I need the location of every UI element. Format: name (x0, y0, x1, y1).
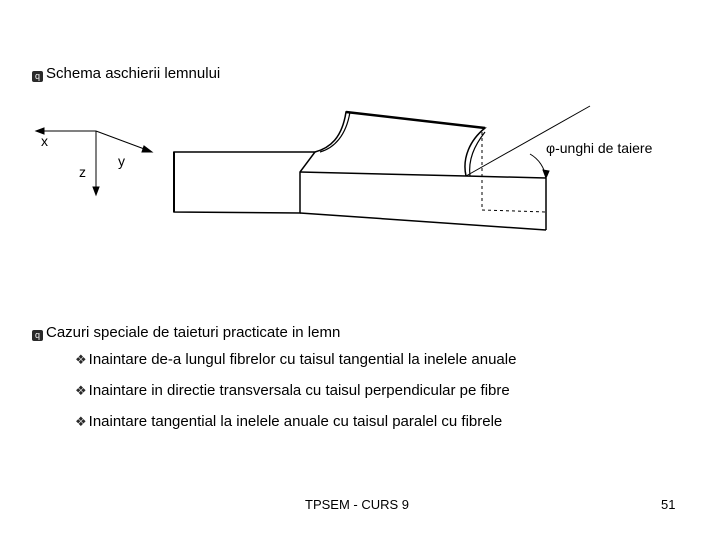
square-bullet-icon: q (32, 71, 43, 82)
list-item (75, 350, 516, 370)
list-item-text: Inaintare tangential la inelele anuale cu taisul paralel cu fibrele (88, 413, 503, 430)
chip-outline (315, 112, 485, 176)
angle-arrow-icon (543, 170, 549, 178)
page-number: 51 (661, 497, 676, 512)
chip-top-edge (346, 112, 485, 128)
diamond-bullet-icon: ❖ (75, 414, 87, 429)
axis-y-line (96, 131, 147, 150)
workpiece-front (174, 152, 315, 213)
footer-text: TPSEM - CURS 9 (305, 497, 410, 512)
heading-cazuri (32, 323, 340, 343)
heading-schema-text: Schema aschierii lemnului (46, 65, 221, 82)
diamond-bullet-icon: ❖ (75, 352, 87, 367)
workpiece-top-edge (300, 172, 466, 176)
list-item-text: Inaintare in directie transversala cu taisul perpendicular pe fibre (88, 382, 510, 399)
workpiece-bottom-edge (300, 213, 546, 230)
diamond-bullet-icon: ❖ (75, 383, 87, 398)
angle-label: φ-unghi de taiere (546, 140, 653, 156)
list-item-text: Inaintare de-a lungul fibrelor cu taisul tangential la inelele anuale (88, 351, 517, 368)
axis-z-label: z (79, 164, 86, 180)
workpiece-top-edge-right (466, 176, 546, 178)
axis-y-label: y (118, 153, 125, 169)
axis-y-arrow-icon (142, 146, 152, 152)
axis-x-label: x (41, 133, 48, 149)
square-bullet-icon: q (32, 330, 43, 341)
angle-arc (530, 154, 546, 178)
axis-z-arrow-icon (93, 187, 99, 195)
heading-cazuri-text: Cazuri speciale de taieturi practicate in lemn (46, 324, 341, 341)
list-item (75, 381, 510, 401)
list-item (75, 412, 502, 432)
tool-dashed-horizontal (482, 210, 546, 212)
